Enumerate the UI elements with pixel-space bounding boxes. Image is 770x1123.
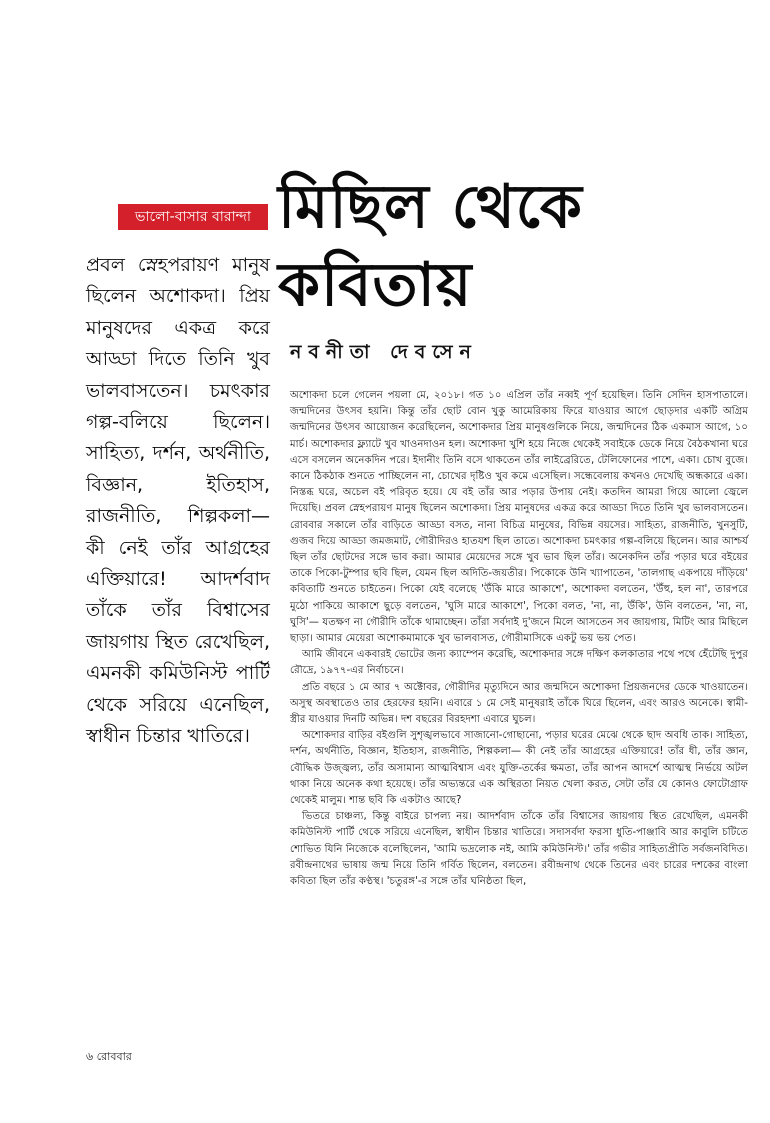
headline-line-1: মিছিল থেকে <box>278 172 583 242</box>
body-paragraph-4: অশোকদার বাড়ির বইগুলি সুশৃঙ্খলভাবে সাজানো-গোছানো, পড়ার ঘরের মেঝে থেকে ছাদ অবধি তাক। সাহিত্য, দর্শন, অর্থনীতি, বিজ্ঞান, ইতিহাস, রাজনীতি, শিল্পকলা— কী নেই তাঁর আগ্রহের এক্তিয়ারে! তাঁর ধী, তাঁর জ্ঞান, বৌদ্ধিক উজ্জ্বল্য, তাঁর অসামান্য আত্মবিশ্বাস এবং যুক্তি-তর্কের ক্ষমতা, তাঁর আপন আদর্শে আত্মস্থ নির্ভয়ে অটল থাকা নিয়ে অনেক কথা হয়েছে। তাঁর অভ্যন্তরে এক অস্থিরতা নিয়ত খেলা করত, সেটা তাঁর যে কোনও ফোটোগ্রাফ থেকেই মালুম। শান্ত ছবি কি একটাও আছে? <box>290 730 748 807</box>
body-paragraph-5: ভিতরে চাঞ্চল্য, কিন্তু বাইরে চাপল্য নয়। আদর্শবাদ তাঁকে তাঁর বিশ্বাসের জায়গায় স্থিত রেখেছিল, এমনকী কমিউনিস্ট পার্টি থেকে সরিয়ে এনেছিল, স্বাধীন চিন্তার খাতিরে। সদাসর্বদা ফরসা ধুতি-পাঞ্জাবি আর কাবুলি চটিতে শোভিত যিনি নিজেকে বলেছিলেন, 'আমি ভদ্রলোক নই, আমি কমিউনিস্ট।' তাঁর গভীর সাহিত্যপ্রীতি সর্বজনবিদিত। রবীন্দ্রনাথের ভাষায় জন্ম নিয়ে তিনি গর্বিত ছিলেন, বলতেন। রবীন্দ্রনাথ থেকে তিনের এবং চারের দশকের বাংলা কবিতা ছিল তাঁর কণ্ঠস্থ। 'চতুরঙ্গ'-র সঙ্গে তাঁর ঘনিষ্ঠতা ছিল, <box>290 811 748 888</box>
page-folio: ৬ রোববার <box>86 1050 132 1063</box>
body-paragraph-1: অশোকদা চলে গেলেন পয়লা মে, ২০১৮। গত ১০ এপ্রিল তাঁর নব্বই পূর্ণ হয়েছিল। তিনি সেদিন হাসপাতালে। জন্মদিনের উৎসব হয়নি। কিন্তু তাঁর ছোট বোন খুকু আমেরিকায় ফিরে যাওয়ার আগে ছোড়দার একটি অগ্রিম জন্মদিনের উৎসব আয়োজন করেছিলেন, অশোকদার প্রিয় মানুষগুলিকে নিয়ে, জন্মদিনের ঠিক একমাস আগে, ১০ মার্চ। অশোকদার ফ্ল্যাটে খুব খাওনদাওন হল। অশোকদা খুশি হয়ে নিজে থেকেই সবাইকে ডেকে নিয়ে বৈঠকখানা ঘরে এসে বসলেন অনেকদিন পরে। ইদানীং তিনি বসে থাকতেন তাঁর লাইব্রেরিতে, টেলিফোনের পাশে, একা। চোখ বুজে। কানে ঠিকঠাক শুনতে পাচ্ছিলেন না, চোখের দৃষ্টিও খুব কমে এসেছিল। সন্ধেবেলায় কখনও দেখেছি অন্ধকারে একা। নিস্তব্ধ ঘরে, অচেল বই পরিবৃত হয়ে। যে বই তাঁর আর পড়ার উপায় নেই। কতদিন আমরা গিয়ে আলো জ্বেলে দিয়েছি। প্রবল স্নেহপরায়ণ মানুষ ছিলেন অশোকদা। প্রিয় মানুষদের একত্র করে আড্ডা দিতে তিনি খুব ভালবাসতেন। রোববার সকালে তাঁর বাড়িতে আড্ডা বসত, নানা বিচিত্র মানুষের, বিভিন্ন বয়সের। সাহিত্য, রাজনীতি, খুনসুটি, গুজব দিয়ে আড্ডা জমজমাট, গৌরীদিরও হাতযশ ছিল তাতে। অশোকদা চমৎকার গল্প-বলিয়ে ছিলেন। আর আশ্চর্য ছিল তাঁর ছোটদের সঙ্গে ভাব করা। আমার মেয়েদের সঙ্গে খুব ভাব ছিল তাঁর। অনেকদিন তাঁর পড়ার ঘরে বইয়ের তাকে পিকো-টুম্পার ছবি ছিল, যেমন ছিল অদিতি-জয়তীর। পিকোকে উনি খ্যাপাতেন, 'তালগাছ একপায়ে দাঁড়িয়ে' কবিতাটি শুনতে চাইতেন। পিকো যেই বলেছে 'উঁকি মারে আকাশে', অশোকদা বলতেন, 'উঁহু, হল না', তারপরে মুঠো পাকিয়ে আকাশে ছুড়ে বলতেন, 'ঘুসি মারে আকাশে', পিকো বলত, 'না, না, উঁকি', উনি বলতেন, 'না, না, ঘুসি'— যতক্ষণ না গৌরীদি তাঁকে থামাচ্ছেন। তাঁরা সর্বদাই দু'জনে মিলে আসতেন সব জায়গায়, মিটিং আর মিছিলে ছাড়া। আমার মেয়েরা অশোকমামাকে খুব ভালবাসত, গৌরীমাসিকে একটু ভয় ভয় পেত। <box>290 390 748 645</box>
headline-line-2: কবিতায় <box>278 250 473 320</box>
author-byline: নবনীতা দেবসেন <box>290 341 478 363</box>
headline <box>278 168 748 324</box>
pull-quote: প্রবল স্নেহপরায়ণ মানুষ ছিলেন অশোকদা। প্রিয় মানুষদের একত্র করে আড্ডা দিতে তিনি খুব ভালবাসতেন। চমৎকার গল্প-বলিয়ে ছিলেন। সাহিত্য, দর্শন, অর্থনীতি, বিজ্ঞান, ইতিহাস, রাজনীতি, শিল্পকলা— কী নেই তাঁর আগ্রহের এক্তিয়ারে! আদর্শবাদ তাঁকে তাঁর বিশ্বাসের জায়গায় স্থিত রেখেছিল, এমনকী কমিউনিস্ট পার্টি থেকে সরিয়ে এনেছিল, স্বাধীন চিন্তার খাতিরে। <box>86 254 270 748</box>
body-paragraph-3: প্রতি বছরে ১ মে আর ৭ অক্টোবর, গৌরীদির মৃত্যুদিনে আর জন্মদিনে অশোকদা প্রিয়জনদের ডেকে খাওয়াতেন। অসুস্থ অবস্থাতেও তার হেরফের হয়নি। এবারে ১ মে সেই মানুষরাই তাঁকে ঘিরে ছিলেন, এবং আরও অনেকে। স্বামী-স্ত্রীর যাওয়ার দিনটি অভিন্ন। দশ বছরের বিরহদশা এবারে ঘুচল। <box>290 681 748 726</box>
article-body <box>290 388 748 890</box>
body-paragraph-2: আমি জীবনে একবারই ভোটের জন্য ক্যাম্পেন করেছি, অশোকদার সঙ্গে দক্ষিণ কলকাতার পথে পথে হেঁটেছি দুপুর রৌদ্রে, ১৯৭৭-এর নির্বাচনে। <box>290 649 748 677</box>
section-tag: ভালো-বাসার বারান্দা <box>118 204 268 230</box>
